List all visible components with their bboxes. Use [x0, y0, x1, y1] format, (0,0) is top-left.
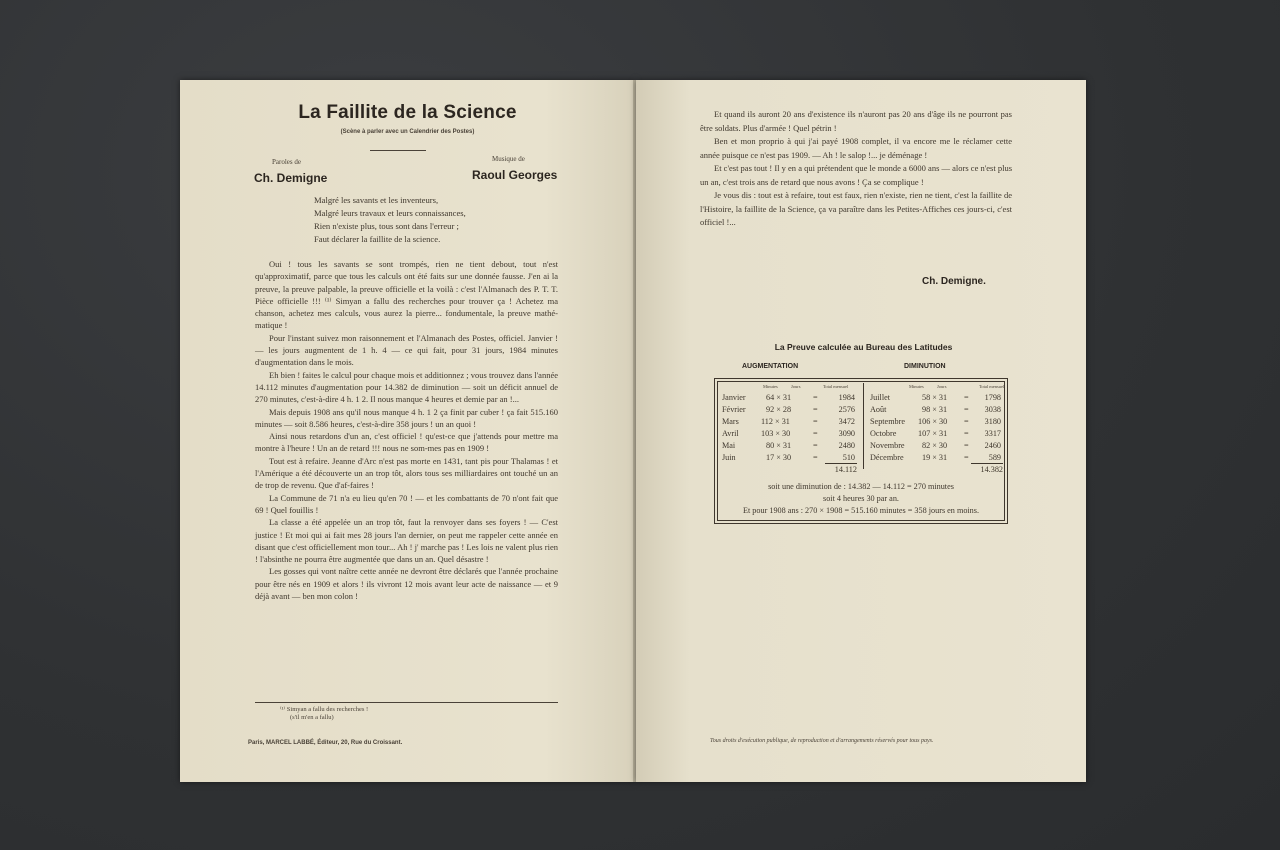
right-page	[636, 80, 1086, 782]
paragraph: Les gosses qui vont naître cette année ne devront être déclarés que l'année prochaine pour être nés en 1909 et alors ! ils vivront 12 mois avant leur acte de naissance — et 9 déjà avant — ben mon colon !	[255, 566, 558, 602]
paragraph: Et c'est pas tout ! Il y en a qui prétendent que le monde a 6000 ans — alors ce n'est plus un an, c'est trois ans de retard que nous avons ! Ça se complique !	[700, 163, 1012, 187]
total-cell: 1798	[984, 393, 1001, 402]
publisher-line: Paris, MARCEL LABBÉ, Éditeur, 20, Rue du Croissant.	[248, 740, 403, 746]
total-cell: 3038	[984, 405, 1001, 414]
paragraph: Je vous dis : tout est à refaire, tout est faux, rien n'existe, rien ne tient, c'est la faillite de l'Histoire, la faillite de la Science, ça va paraître dans les Petites-Affiches ces jours-ci, c'est officiel !...	[700, 190, 1012, 227]
verse-line: Malgré leurs travaux et leurs connaissances,	[314, 208, 466, 218]
augmentation-sum: 14.112	[834, 465, 857, 474]
equals-cell: =	[813, 405, 818, 414]
paragraph: Oui ! tous les savants se sont trompés, rien ne tient debout, tout n'est qu'approximatif, parce que tous les calculs ont été faits sur une donnée fausse. J'en ai la preuve, la preuve palpable, la preuve officielle et la voilà : c'est l'Almanach des P. T. T. Pièce officielle !!! ⁽¹⁾ Simyan a fallu des recherches pour trouver ça ! Achetez ma chanson, achetez mes calculs, vous aurez la pierre... fondumentale, la preuve mathé-matique !	[255, 259, 558, 331]
col-jours: Jours	[937, 384, 947, 389]
total-cell: 3472	[838, 417, 855, 426]
paragraph: Et quand ils auront 20 ans d'existence ils n'auront pas 20 ans d'âge ils ne pourront pas être soldats. Plus d'armée ! Quel pétrin !	[700, 109, 1012, 133]
month-cell: Mars	[722, 417, 739, 426]
month-cell: Octobre	[870, 429, 897, 438]
footnote-divider	[255, 702, 558, 703]
total-cell: 510	[842, 453, 855, 462]
paragraph: Tout est à refaire. Jeanne d'Arc n'est pas morte en 1431, tant pis pour Thalamas ! et l'Amérique a été découverte un an trop tôt, alors tous ses milliardaires ont touché un an de trop de revenu. Que d'af-faires !	[255, 455, 558, 491]
title-divider	[370, 150, 426, 151]
col-total: Total mensuel	[823, 384, 849, 389]
music-label: Musique de	[492, 155, 525, 163]
total-cell: 3180	[984, 417, 1001, 426]
calc-cell: 19 × 31	[922, 453, 948, 462]
calc-cell: 107 × 31	[918, 429, 948, 438]
verse-line: Faut déclarer la faillite de la science.	[314, 234, 441, 244]
month-cell: Août	[870, 405, 887, 414]
calc-cell: 82 × 30	[922, 441, 948, 450]
lyrics-label: Paroles de	[272, 158, 301, 166]
month-cell: Juillet	[870, 393, 891, 402]
month-cell: Décembre	[870, 453, 904, 462]
equals-cell: =	[813, 417, 818, 426]
equals-cell: =	[813, 453, 818, 462]
conclusion-line-1: soit une diminution de : 14.382 — 14.112 = 270 minutes	[768, 482, 954, 491]
month-cell: Avril	[722, 429, 739, 438]
augmentation-header: AUGMENTATION	[742, 363, 799, 370]
paragraph: Ben et mon proprio à qui j'ai payé 1908 complet, il va encore me le réclamer cette année puisque ce n'est pas 1909. — Ah ! le salop !... je déménage !	[700, 136, 1012, 160]
rights-notice: Tous droits d'exécution publique, de reproduction et d'arrangements réservés pour tous pays.	[710, 738, 934, 744]
month-cell: Janvier	[722, 393, 746, 402]
total-cell: 2480	[838, 441, 855, 450]
paragraph: Mais depuis 1908 ans qu'il nous manque 4 h. 1 2 ça finit par cuber ! ça fait 515.160 minutes — soit 8.586 heures, c'est-à-dire 358 jours ! un an quoi !	[255, 406, 558, 429]
paragraph: Ainsi nous retardons d'un an, c'est officiel ! qu'est-ce que j'attends pour mettre ma montre à l'heure ! Un an de retard !!! nous ne som-mes pas en 1909 !	[255, 431, 558, 454]
paragraph: Pour l'instant suivez mon raisonnement et l'Almanach des Postes, officiel. Janvier ! — les jours augmentent de 1 h. 4 — ce qui fait, pour 31 jours, 1984 minutes d'augmentation dans le mois.	[255, 332, 558, 368]
column-divider	[863, 383, 864, 469]
equals-cell: =	[964, 405, 969, 414]
conclusion-line-3: Et pour 1908 ans : 270 × 1908 = 515.160 minutes = 358 jours en moins.	[742, 506, 980, 515]
total-cell: 3090	[838, 429, 855, 438]
left-page	[180, 80, 635, 782]
month-cell: Septembre	[870, 417, 906, 426]
col-total: Total mensuel	[979, 384, 1005, 389]
equals-cell: =	[964, 417, 969, 426]
col-jours: Jours	[791, 384, 801, 389]
calc-cell: 64 × 31	[766, 393, 792, 402]
col-minutes: Minutes	[763, 384, 778, 389]
conclusion-line-2: soit 4 heures 30 par an.	[823, 494, 899, 503]
equals-cell: =	[964, 441, 969, 450]
footnote-2: (s'il m'en a fallu)	[290, 714, 334, 721]
calculation-table	[714, 378, 1008, 524]
equals-cell: =	[813, 393, 818, 402]
calc-cell: 106 × 30	[918, 417, 948, 426]
calc-cell: 58 × 31	[922, 393, 948, 402]
equals-cell: =	[964, 429, 969, 438]
calc-cell: 80 × 31	[766, 441, 792, 450]
total-cell: 2576	[838, 405, 855, 414]
total-cell: 1984	[838, 393, 855, 402]
month-cell: Novembre	[870, 441, 905, 450]
paragraph: Eh bien ! faites le calcul pour chaque mois et additionnez ; vous trouvez dans l'année 14.112 minutes d'augmentation pour 14.382 de diminution — soit un déficit annuel de 270 minutes, c'est-à-dire 4 h. 1 2. Il nous manque 4 heures et demie par an !...	[255, 369, 558, 405]
monologue-text	[255, 258, 558, 602]
equals-cell: =	[964, 393, 969, 402]
month-cell: Mai	[722, 441, 736, 450]
total-cell: 2460	[984, 441, 1001, 450]
diminution-sum: 14.382	[980, 465, 1003, 474]
composer-name: Raoul Georges	[472, 168, 558, 182]
sum-rule	[971, 463, 1003, 464]
paragraph: La Commune de 71 n'a eu lieu qu'en 70 ! — et les combattants de 70 n'ont fait que 69 ! Quel fouillis !	[255, 492, 558, 515]
verse-line: Rien n'existe plus, tous sont dans l'erreur ;	[314, 221, 459, 231]
song-subtitle: (Scène à parler avec un Calendrier des Postes)	[340, 129, 475, 135]
calc-cell: 17 × 30	[766, 453, 792, 462]
calc-cell: 92 × 28	[766, 405, 792, 414]
lyricist-name: Ch. Demigne	[254, 171, 328, 185]
calc-cell: 98 × 31	[922, 405, 948, 414]
total-cell: 589	[988, 453, 1001, 462]
calc-cell: 112 × 31	[761, 417, 790, 426]
table-title: La Preuve calculée au Bureau des Latitudes	[774, 342, 953, 352]
author-signature: Ch. Demigne.	[922, 276, 986, 287]
month-cell: Février	[722, 405, 746, 414]
total-cell: 3317	[984, 429, 1001, 438]
chorus-verse	[314, 194, 554, 246]
song-title: La Faillite de la Science	[298, 102, 517, 123]
month-cell: Juin	[722, 453, 736, 462]
diminution-header: DIMINUTION	[904, 363, 946, 370]
verse-line: Malgré les savants et les inventeurs,	[314, 195, 439, 205]
equals-cell: =	[813, 441, 818, 450]
paragraph: La classe a été appelée un an trop tôt, faut la renvoyer dans ses foyers ! — C'est justice ! Et moi qui ai fait mes 28 jours l'an dernier, on peut me rappeler cette année en disant que c'est officiellement mon tour... Ah ! j' marche pas ! Les lois ne valent plus rien ! l'absinthe ne pourra être augmentée que dans un an. Quel désastre !	[255, 517, 558, 565]
calc-cell: 103 × 30	[761, 429, 791, 438]
col-minutes: Minutes	[909, 384, 924, 389]
equals-cell: =	[813, 429, 818, 438]
equals-cell: =	[964, 453, 969, 462]
sum-rule	[825, 463, 857, 464]
monologue-continuation	[700, 108, 1012, 230]
footnote-1: ⁽¹⁾ Simyan a fallu des recherches !	[280, 706, 369, 713]
